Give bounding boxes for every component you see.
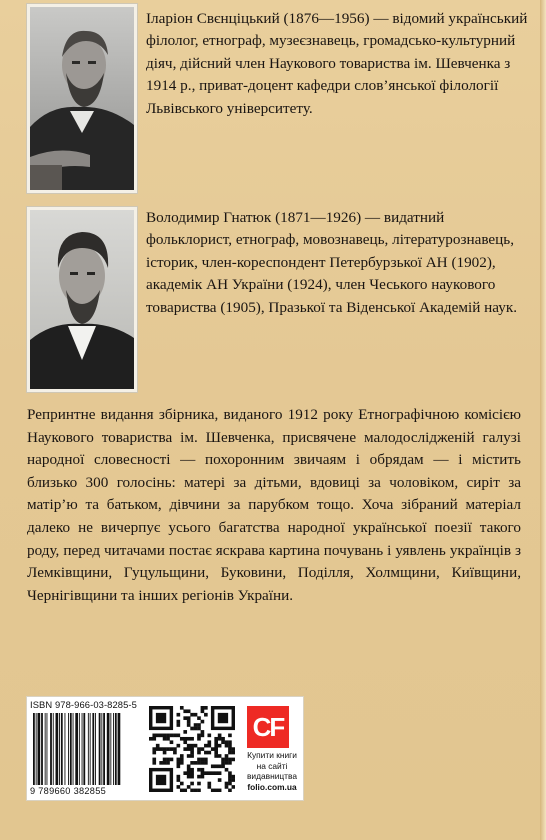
book-description: Репринтне видання збірника, виданого 1912 року Етнографічною комісією Наукового товариства ім. Шевченка, присвячене малодослідженій галузі народної словесності — похоронним звичаям і обрядам — і містить близько 300 голосінь: матері за дітьми, вдовиці за чоловіком, сиріт за матір’ю та батьком, дівчини за парубком тощо. Хоча зібраний матеріал далеко не вичерпує усього багатства народної української поезії такого роду, перед читачами постає яскрава картина почувань і уявлень українців з Лемківщини, Гуцульщини, Буковини, Поділля, Холмщини, Київщини, Чернігівщини та інших регіонів України. bbox=[27, 406, 521, 604]
portrait-photo-icon bbox=[27, 207, 137, 392]
cover-edge bbox=[540, 0, 546, 840]
publisher-logo-text: CF bbox=[252, 712, 284, 742]
portrait-photo-icon bbox=[27, 4, 137, 193]
barcode-icon bbox=[33, 713, 141, 785]
isbn-label: ISBN 978-966-03-8285-5 bbox=[30, 699, 137, 710]
biography-sventsitskyi: Іларіон Свєнціцький (1876—1956) — відомий український філолог, етнограф, музеєзнавець, громадсько-культурний діяч, дійсний член Наукового товариства ім. Шевченка з 1914 р., приват-доцент кафедри слов’янської філології Львівського університету. bbox=[146, 10, 528, 117]
biography-hnatiuk: Володимир Гнатюк (1871—1926) — видатний фольклорист, етнограф, мовознавець, літературознавець, історик, член-кореспондент Петербурзької АН (1902), академік АН України (1924), член Чеського наукового товариства (1905), Празької та Віденської Академій наук. bbox=[146, 209, 518, 316]
buy-line-3: видавництва bbox=[246, 771, 298, 782]
isbn-publisher-block bbox=[27, 697, 303, 800]
buy-line-1: Купити книги bbox=[247, 750, 297, 760]
qr-code-icon[interactable] bbox=[149, 706, 235, 792]
publisher-url[interactable]: folio.com.ua bbox=[247, 781, 297, 792]
barcode-digits: 9 789660 382855 bbox=[30, 786, 107, 796]
buy-line-2: на сайті bbox=[256, 760, 288, 771]
publisher-logo bbox=[247, 706, 289, 748]
buy-books-note bbox=[241, 750, 303, 792]
